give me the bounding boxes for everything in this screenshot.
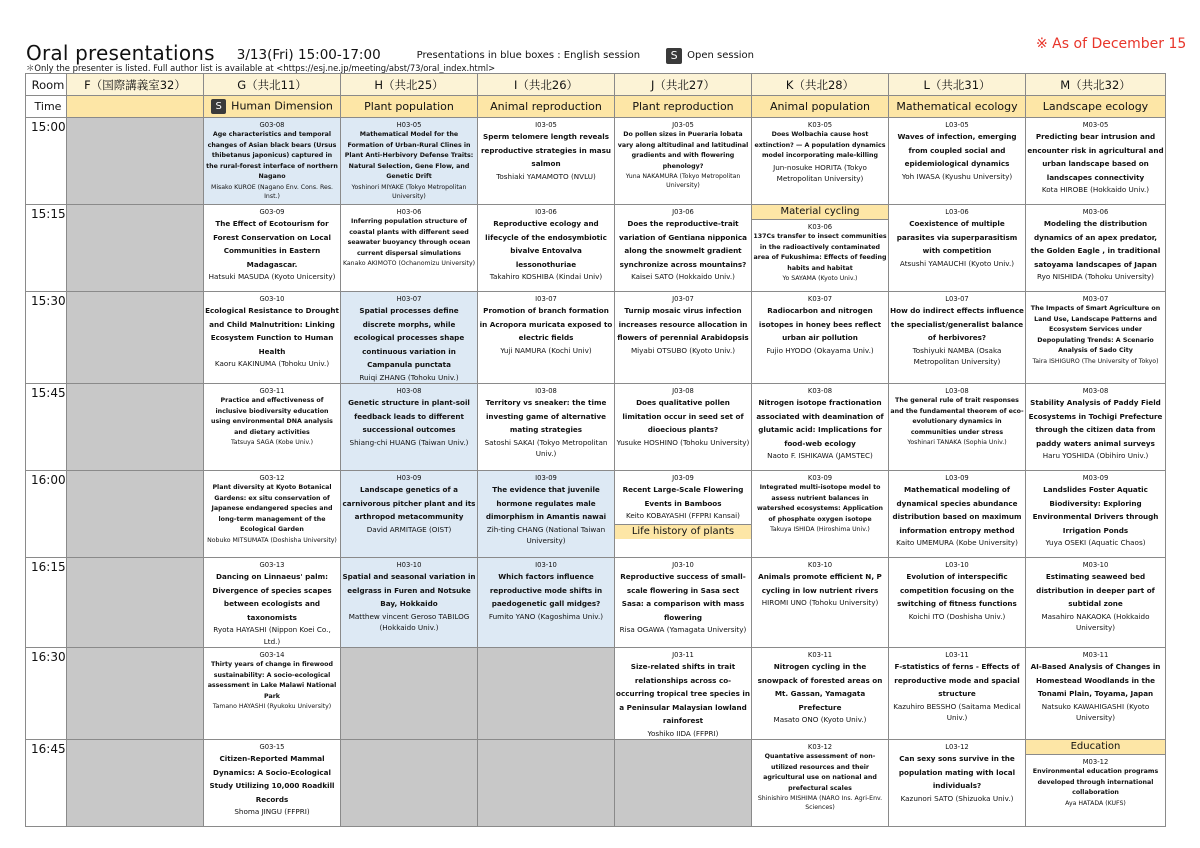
talk-code: G03-10 [259,295,285,303]
talk-cell[interactable] [204,648,341,740]
talk-title: Inferring population structure of coastal plants with different seed seawater buoyancy through ocean current dispersal simulations [347,218,471,257]
talk-code: H03-09 [396,474,422,482]
talk-cell[interactable] [752,118,889,205]
talk-cell[interactable] [1026,558,1166,648]
talk-code: H03-06 [396,208,422,216]
talk-presenter: Kaito UMEMURA (Kobe University) [896,538,1018,547]
talk-cell[interactable] [1026,648,1166,740]
talk-presenter: Haru YOSHIDA (Obihiro Univ.) [1042,451,1149,460]
talk-title: Reproductive ecology and lifecycle of the endosymbiotic bivalve Entovalva lessonothuriae [485,219,607,269]
talk-presenter: Nobuko MITSUMATA (Doshisha University) [207,536,337,544]
talk-code: L03-09 [945,474,969,482]
open-session-badge-icon: S [666,48,682,64]
time-cell: 15:30 [26,292,67,384]
talk-cell[interactable] [889,205,1026,292]
talk-cell[interactable] [1026,740,1166,827]
topic-l: Mathematical ecology [889,96,1026,118]
time-cell: 15:45 [26,384,67,471]
session-date: 3/13(Fri) 15:00-17:00 [236,47,381,63]
talk-code: M03-11 [1082,651,1109,659]
talk-code: H03-05 [396,121,422,129]
talk-title: Radiocarbon and nitrogen isotopes in honey bees reflect urban air pollution [758,306,882,342]
talk-cell[interactable] [752,471,889,558]
talk-title: Sperm telomere length reveals reproductive strategies in masu salmon [480,132,612,168]
talk-code: I03-10 [535,561,557,569]
time-slot-row [26,740,1166,827]
talk-presenter: Misako KUROE (Nagano Env. Cons. Res. Inst.) [210,183,334,200]
talk-cell[interactable] [341,205,478,292]
talk-title: Coexistence of multiple parasites via superparasitism with competition [896,219,1018,255]
open-session-icon: S [211,99,226,114]
talk-presenter: Yoshinori MIYAKE (Tokyo Metropolitan University) [351,183,467,200]
talk-title: Nitrogen isotope fractionation associated with deamination of glutamic acid: Implications for food-web ecology [756,398,884,448]
talk-code: K03-05 [807,121,833,129]
talk-title: Size-related shifts in trait relationships across co-occurring tropical tree species in a Peninsular Malaysian lowland rainforest [616,662,750,725]
talk-cell[interactable] [478,118,615,205]
talk-cell[interactable] [752,384,889,471]
talk-cell[interactable] [1026,205,1166,292]
talk-presenter: Takuya ISHIDA (Hiroshima Univ.) [770,526,870,533]
empty-slot [67,292,204,384]
talk-cell[interactable] [204,118,341,205]
room-f: F（国際講義室32） [67,74,204,96]
talk-presenter: Fumito YANO (Kagoshima Univ.) [488,611,604,621]
topic-g [204,96,341,118]
room-j: J（共北27） [615,74,752,96]
talk-title: Landslides Foster Aquatic Biodiversity: Exploring Environmental Drivers through Irrigation Ponds [1032,485,1159,535]
talk-title: Territory vs sneaker: the time investing game of alternative mating strategies [485,398,607,434]
talk-title: Animals promote efficient N, P cycling in low nutrient rivers [758,572,882,595]
talk-presenter: Kaisei SATO (Hokkaido Univ.) [631,272,735,281]
talk-code: I03-05 [535,121,557,129]
talk-title: Ecological Resistance to Drought and Child Malnutrition: Linking Ecosystem Function to Human Health [205,306,339,356]
talk-cell[interactable] [1026,118,1166,205]
talk-cell[interactable] [204,740,341,827]
talk-cell[interactable] [615,205,752,292]
empty-slot [615,740,752,827]
empty-slot [67,648,204,740]
talk-code: M03-08 [1082,387,1109,395]
talk-code: L03-08 [945,387,969,395]
talk-code: L03-05 [945,121,969,129]
talk-presenter: Satoshi SAKAI (Tokyo Metropolitan Univ.) [484,437,608,458]
topic-m: Landscape ecology [1026,96,1166,118]
talk-presenter: Takahiro KOSHIBA (Kindai Univ) [489,272,603,281]
talk-title: Does Wolbachia cause host extinction? — A population dynamics model incorporating male-killing [754,131,886,159]
talk-presenter: Shoma JINGU (FFPRI) [234,807,310,816]
talk-code: L03-06 [945,208,969,216]
talk-title: Thirty years of change in firewood sustainability: A socio-ecological assessment in Lake Malawi National Park [207,661,337,700]
talk-presenter: Hatsuki MASUDA (Kyoto Unicersity) [208,272,336,281]
talk-cell[interactable] [204,292,341,384]
room-label: Room [26,74,67,96]
time-cell: 16:15 [26,558,67,648]
talk-presenter: Risa OGAWA (Yamagata University) [619,625,747,634]
talk-title: Plant diversity at Kyoto Botanical Gardens: ex situ conservation of Japanese endangered species and long-term management of the Ecological Garden [211,484,333,533]
talk-title: Dancing on Linnaeus' palm: Divergence of species scapes between ecologists and taxonomists [212,572,332,622]
topic-f [67,96,204,118]
time-slot-row [26,648,1166,740]
talk-code: K03-11 [807,651,833,659]
talk-title: Citizen-Reported Mammal Dynamics: A Socio-Ecological Study Utilizing 10,000 Roadkill Records [209,754,335,804]
inline-topic-label: Education [1026,740,1165,755]
talk-code: J03-06 [672,208,694,216]
talk-title: Recent Large-Scale Flowering Events in Bamboos [622,485,744,508]
talk-title: F-statistics of ferns - Effects of reproductive mode and spacial structure [894,662,1020,698]
talk-title: Evolution of interspecific competition focusing on the switching of fitness functions [897,572,1017,608]
empty-slot [67,205,204,292]
talk-presenter: Yoshiko IIDA (FFPRI) [647,728,719,738]
room-l: L（共北31） [889,74,1026,96]
talk-code: G03-12 [259,474,285,482]
talk-title: Genetic structure in plant-soil feedback leads to different successional outcomes [348,398,470,434]
talk-presenter: Tatsuya SAGA (Kobe Univ.) [230,439,314,446]
talk-presenter: Kazunori SATO (Shizuoka Univ.) [900,793,1014,803]
talk-cell[interactable] [204,384,341,471]
inline-topic-label: Life history of plants [615,524,751,539]
talk-cell[interactable] [615,118,752,205]
talk-cell[interactable] [1026,292,1166,384]
talk-presenter: Aya HATADA (KUFS) [1065,799,1126,807]
talk-title: 137Cs transfer to insect communities in the radioactively contaminated area of Fukushima: Effects of feeding habits and habitat [753,233,887,272]
talk-cell[interactable] [615,384,752,471]
talk-cell[interactable] [341,292,478,384]
talk-presenter: Keito KOBAYASHI (FFPRI Kansai) [626,511,740,520]
talk-title: Mathematical Model for the Formation of Urban-Rural Clines in Plant Anti-Herbivory Defense Traits: Natural Selection, Gene Flow, and Genetic Drift [344,131,474,180]
talk-cell[interactable] [341,471,478,558]
empty-slot [341,740,478,827]
page-header [26,38,754,64]
talk-presenter: Zih-ting CHANG (National Taiwan University) [486,524,606,545]
talk-cell[interactable] [341,558,478,648]
talk-cell[interactable] [889,558,1026,648]
talk-title: Predicting bear intrusion and encounter risk in agricultural and urban landscape based on landscapes connectivity [1027,132,1164,182]
talk-presenter: Yo SAYAMA (Kyoto Univ.) [782,275,858,282]
talk-code: G03-14 [259,651,285,659]
talk-cell[interactable] [478,471,615,558]
room-row [26,74,1166,96]
talk-cell[interactable] [752,558,889,648]
talk-presenter: Jun-nosuke HORITA (Tokyo Metropolitan University) [773,162,867,183]
talk-cell[interactable] [204,205,341,292]
talk-cell[interactable] [615,558,752,648]
talk-cell[interactable] [1026,471,1166,558]
talk-title: Environmental education programs developed through international collaboration [1032,768,1159,796]
as-of-notice: ※ As of December 15 [1036,36,1187,52]
topic-h: Plant population [341,96,478,118]
talk-cell[interactable] [204,471,341,558]
talk-cell[interactable] [889,740,1026,827]
talk-cell[interactable] [889,648,1026,740]
talk-title: Reproductive success of small-scale flowering in Sasa sect Sasa: a comparison with mass flowering [620,572,746,622]
talk-presenter: Masahiro NAKAOKA (Hokkaido University) [1041,611,1150,632]
talk-presenter: Yuya OSEKI (Aquatic Chaos) [1045,538,1146,547]
talk-title: Can sexy sons survive in the population mating with local individuals? [898,754,1016,790]
talk-presenter: Miyabi OTSUBO (Kyoto Univ.) [630,345,736,355]
empty-slot [341,648,478,740]
topic-row [26,96,1166,118]
talk-title: Landscape genetics of a carnivorous pitcher plant and its arthropod metacommunity [342,485,476,521]
talk-presenter: Kota HIROBE (Hokkaido Univ.) [1041,185,1150,194]
talk-title: The Effect of Ecotourism for Forest Conservation on Local Communities in Eastern Madagascar. [213,219,331,269]
time-slot-row [26,471,1166,558]
talk-presenter: Toshiaki YAMAMOTO (NVLU) [496,171,596,181]
talk-code: J03-09 [672,474,694,482]
talk-presenter: Koichi ITO (Doshisha Univ.) [908,611,1006,621]
talk-cell[interactable] [752,740,889,827]
talk-cell[interactable] [889,292,1026,384]
talk-presenter: Yusuke HOSHINO (Tohoku University) [616,437,750,447]
time-slot-row [26,118,1166,205]
talk-code: K03-09 [807,474,833,482]
empty-slot [67,118,204,205]
talk-code: G03-11 [259,387,285,395]
inline-topic-label: Material cycling [752,205,888,220]
empty-slot [478,740,615,827]
talk-code: H03-08 [396,387,422,395]
room-g: G（共北11） [204,74,341,96]
talk-presenter: Masato ONO (Kyoto Univ.) [773,715,867,724]
talk-code: L03-07 [945,295,969,303]
room-m: M（共北32） [1026,74,1166,96]
talk-presenter: Toshiyuki NAMBA (Osaka Metropolitan University) [912,345,1002,366]
talk-code: I03-06 [535,208,557,216]
talk-title: Spatial and seasonal variation in eelgrass in Furen and Notsuke Bay, Hokkaido [342,572,476,608]
empty-slot [478,648,615,740]
talk-code: H03-07 [396,295,422,303]
talk-code: G03-15 [259,743,285,751]
talk-title: Modeling the distribution dynamics of an apex predator, the Golden Eagle , in traditional satoyama landscapes of Japan [1030,219,1161,269]
talk-code: I03-07 [535,295,557,303]
talk-title: Spatial processes define discrete morphs, while ecological processes shape continuous variation in Campanula punctata [353,306,465,369]
talk-code: L03-11 [945,651,969,659]
schedule-table [25,73,1166,827]
talk-presenter: Kaoru KAKINUMA (Tohoku Univ.) [214,359,330,368]
room-k: K（共北28） [752,74,889,96]
talk-code: J03-07 [672,295,694,303]
talk-presenter: Natsuko KAWAHIGASHI (Kyoto University) [1041,701,1150,722]
time-cell: 15:15 [26,205,67,292]
talk-cell[interactable] [889,384,1026,471]
talk-presenter: Kazuhiro BESSHO (Saitama Medical Univ.) [893,701,1021,722]
talk-code: I03-09 [535,474,557,482]
topic-k: Animal population [752,96,889,118]
empty-slot [67,471,204,558]
talk-cell[interactable] [1026,384,1166,471]
talk-cell[interactable] [478,292,615,384]
talk-title: Do pollen sizes in Pueraria lobata vary along altitudinal and latitudinal gradients and with flowering phenology? [617,131,749,170]
talk-code: M03-09 [1082,474,1109,482]
talk-presenter: Shinishiro MISHIMA (NARO Ins. Agri-Env. Sciences) [757,795,883,811]
talk-title: Estimating seaweed bed distribution in deeper part of subtidal zone [1036,572,1155,608]
room-i: I（共北26） [478,74,615,96]
talk-cell[interactable] [752,648,889,740]
talk-title: Waves of infection, emerging from coupled social and epidemiological dynamics [897,132,1017,168]
page-title: Oral presentations [26,41,215,65]
talk-code: M03-05 [1082,121,1109,129]
room-h: H（共北25） [341,74,478,96]
talk-presenter: Taira ISHIGURO (The University of Tokyo) [1032,357,1159,365]
talk-presenter: Atsushi YAMAUCHI (Kyoto Univ.) [899,258,1015,268]
talk-title: Promotion of branch formation in Acropora muricata exposed to electric fields [479,306,613,342]
talk-title: The general rule of trait responses and the fundamental theorem of eco-evolutionary dynamics in communities under stress [890,397,1024,436]
talk-presenter: Shiang-chi HUANG (Taiwan Univ.) [349,437,469,447]
talk-code: M03-10 [1082,561,1109,569]
talk-presenter: HIROMI UNO (Tohoku University) [761,598,879,607]
talk-cell[interactable] [478,558,615,648]
talk-code: L03-12 [945,743,969,751]
talk-cell[interactable] [615,471,752,558]
talk-cell[interactable] [752,205,889,292]
talk-code: G03-13 [259,561,285,569]
talk-presenter: Fujio HYODO (Okayama Univ.) [766,345,874,355]
talk-cell[interactable] [752,292,889,384]
talk-cell[interactable] [204,558,341,648]
talk-title: Nitrogen cycling in the snowpack of forested areas on Mt. Gassan, Yamagata Prefecture [757,662,883,712]
talk-code: I03-08 [535,387,557,395]
talk-cell[interactable] [889,471,1026,558]
time-cell: 16:30 [26,648,67,740]
talk-title: Age characteristics and temporal changes of Asian black bears (Ursus thibetanus japonicus) captured in the rural-forest interface of northern Nagano [206,131,338,180]
empty-slot [67,558,204,648]
talk-presenter: Yoshinari TANAKA (Sophia Univ.) [907,439,1007,446]
talk-presenter: Matthew vincent Geroso TABILOG (Hokkaido Univ.) [348,611,470,632]
talk-code: H03-10 [396,561,422,569]
talk-title: The Impacts of Smart Agriculture on Land Use, Landscape Patterns and Ecosystem Services under Depopulating Trends: A Scenario Analysis of Sado City [1030,305,1161,354]
talk-presenter: David ARMITAGE (OIST) [366,524,452,534]
talk-presenter: Tamano HAYASHI (Ryukoku University) [212,703,332,710]
talk-presenter: Ryo NISHIDA (Tohoku University) [1037,272,1154,281]
talk-cell[interactable] [615,648,752,740]
talk-presenter: Yuna NAKAMURA (Tokyo Metropolitan University) [625,173,741,189]
talk-title: Integrated multi-isotope model to assess nutrient balances in watershed ecosystems: Application of phosphate oxygen isotope [756,484,884,523]
time-cell: 15:00 [26,118,67,205]
talk-title: Does qualitative pollen limitation occur in seed set of dioecious plants? [622,398,744,434]
talk-code: M03-06 [1082,208,1109,216]
talk-presenter: Yoh IWASA (Kyushu University) [901,171,1013,181]
time-slot-row [26,292,1166,384]
time-slot-row [26,558,1166,648]
talk-code: M03-12 [1082,758,1109,766]
talk-presenter: Naoto F. ISHIKAWA (JAMSTEC) [767,451,873,460]
time-label: Time [26,96,67,118]
talk-code: J03-05 [672,121,694,129]
topic-i: Animal reproduction [478,96,615,118]
talk-cell[interactable] [889,118,1026,205]
talk-title: How do indirect effects influence the specialist/generalist balance of herbivores? [890,306,1024,342]
empty-slot [67,740,204,827]
talk-code: K03-07 [807,295,833,303]
time-slot-row [26,384,1166,471]
talk-cell[interactable] [478,205,615,292]
time-slot-row [26,205,1166,292]
time-cell: 16:45 [26,740,67,827]
talk-title: Mathematical modeling of dynamical species abundance distribution based on maximum information entropy method [892,485,1022,535]
talk-code: J03-11 [672,651,694,659]
talk-code: K03-10 [807,561,833,569]
talk-code: K03-08 [807,387,833,395]
empty-slot [67,384,204,471]
time-cell: 16:00 [26,471,67,558]
talk-code: M03-07 [1082,295,1109,303]
talk-code: J03-10 [672,561,694,569]
talk-title: The evidence that juvenile hormone regulates male dimorphism in Amantis nawai [485,485,607,521]
topic-g-label: Human Dimension [231,99,333,113]
talk-presenter: Yuji NAMURA (Kochi Univ) [500,345,592,355]
talk-code: G03-09 [259,208,285,216]
talk-title: Practice and effectiveness of inclusive biodiversity education using environmental DNA analysis and dietary activities [211,397,333,436]
talk-title: Which factors influence reproductive mode shifts in paedogenetic gall midges? [489,572,603,608]
talk-code: K03-06 [807,223,833,231]
talk-title: Does the reproductive-trait variation of Gentiana nipponica along the snowmelt gradient synchronize across mountains? [618,219,748,269]
talk-code: G03-08 [259,121,285,129]
presenter-note: ＊Only the presenter is listed. Full author list is available at <https://esj.ne.jp/meeting/abst/73/oral_index.html> [26,63,496,73]
talk-cell[interactable] [478,384,615,471]
talk-presenter: Kanako AKIMOTO (Ochanomizu University) [342,260,476,267]
talk-title: Stability Analysis of Paddy Field Ecosystems in Tochigi Prefecture through the citizen data from paddy waters animal surveys [1028,398,1163,448]
talk-cell[interactable] [341,118,478,205]
talk-cell[interactable] [341,384,478,471]
talk-title: Quantative assessment of non-utilized resources and their agricultural use on national and prefectural scales [763,753,877,792]
topic-j: Plant reproduction [615,96,752,118]
talk-title: AI-Based Analysis of Changes in Homestead Woodlands in the Tonami Plain, Toyama, Japan [1030,662,1161,698]
talk-presenter: Ryota HAYASHI (Nippon Koei Co., Ltd.) [213,625,331,646]
talk-code: L03-10 [945,561,969,569]
talk-cell[interactable] [615,292,752,384]
talk-presenter: Ruiqi ZHANG (Tohoku Univ.) [359,372,459,382]
talk-code: J03-08 [672,387,694,395]
talk-title: Turnip mosaic virus infection increases resource allocation in flowers of perennial Arabidopsis [617,306,749,342]
open-session-label: Open session [687,50,755,61]
english-session-legend: Presentations in blue boxes : English session [416,50,641,61]
talk-code: K03-12 [807,743,833,751]
open-session-legend [666,48,754,64]
